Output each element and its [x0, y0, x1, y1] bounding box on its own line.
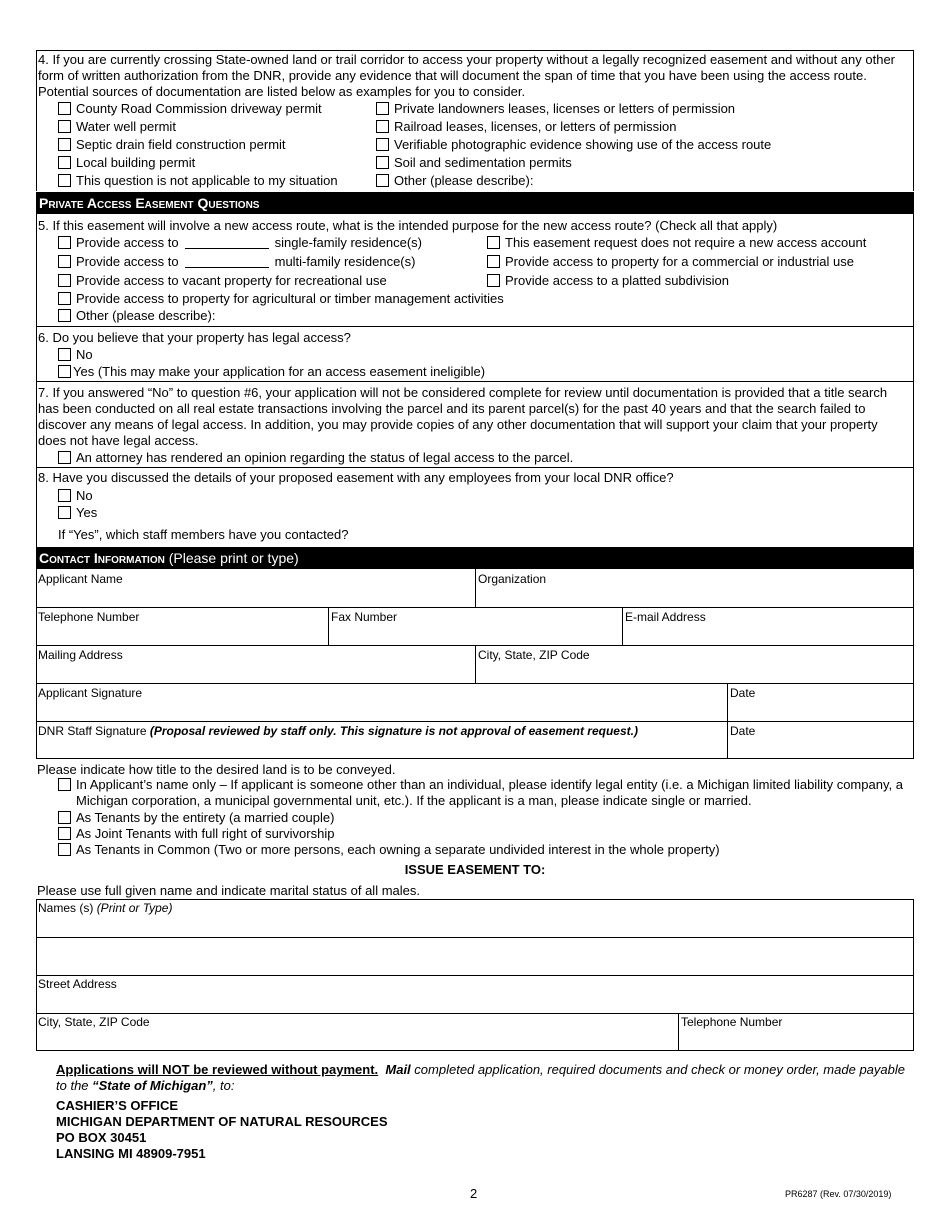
q4-option-road-permit[interactable] [58, 101, 322, 116]
title-option-applicant-only[interactable] [58, 777, 908, 809]
question-8-text: 8. Have you discussed the details of your proposed easement with any employees from your local DNR office? [38, 470, 674, 485]
private-access-section-header [36, 192, 914, 214]
checkbox[interactable] [58, 102, 71, 115]
address-line: MICHIGAN DEPARTMENT OF NATURAL RESOURCES [56, 1114, 388, 1129]
fax-field[interactable]: Fax Number [331, 610, 398, 624]
q8-option-no[interactable] [58, 488, 93, 503]
option-label: Yes (This may make your application for an access easement ineligible) [73, 364, 486, 379]
checkbox[interactable] [58, 274, 71, 287]
field-label: DNR Staff Signature [38, 724, 147, 738]
option-label: No [76, 347, 93, 362]
question-7-text: 7. If you answered “No” to question #6, your application will not be considered complete for review until documentation is provided that a title search has been conducted on all real estate transactions involving the parcel and its parent parcel(s) for the past 40 years and that the search failed to discover any means of legal access. In addition, you may provide copies of any other documentation that will support your claim that your property does not have legal access. [38, 385, 888, 448]
dnr-signature-field[interactable] [38, 724, 638, 738]
names-field[interactable] [38, 901, 172, 915]
multi-family-count-field[interactable] [185, 256, 269, 268]
field-note: (Print or Type) [96, 901, 173, 915]
applicant-name-field[interactable]: Applicant Name [38, 572, 123, 586]
question-5-text: 5. If this easement will involve a new access route, what is the intended purpose for the new access route? (Check all that apply) [38, 218, 778, 233]
payment-text: completed application, required documents and check or money order, made payable to the [56, 1062, 905, 1093]
divider [475, 569, 476, 607]
title-option-entirety[interactable] [58, 810, 334, 825]
checkbox[interactable] [58, 174, 71, 187]
email-field[interactable]: E-mail Address [625, 610, 706, 624]
checkbox[interactable] [58, 120, 71, 133]
q6-option-yes[interactable] [58, 364, 485, 379]
q6-option-no[interactable] [58, 347, 93, 362]
q8-followup: If “Yes”, which staff members have you contacted? [58, 527, 349, 542]
title-intro: Please indicate how title to the desired land is to be conveyed. [37, 762, 396, 777]
option-label: Provide access to a platted subdivision [505, 273, 730, 288]
form-number: PR6287 (Rev. 07/30/2019) [785, 1189, 892, 1199]
checkbox[interactable] [376, 120, 389, 133]
option-label: Railroad leases, licenses, or letters of permission [394, 119, 677, 134]
option-label: As Tenants by the entirety (a married couple) [76, 810, 335, 825]
names-field-line-2[interactable] [38, 940, 908, 970]
checkbox[interactable] [376, 138, 389, 151]
divider [727, 683, 728, 759]
issue-city-state-zip-field[interactable]: City, State, ZIP Code [38, 1015, 150, 1029]
payee: “State of Michigan” [92, 1078, 213, 1093]
checkbox[interactable] [58, 138, 71, 151]
option-label: Provide access to property for a commercial or industrial use [505, 254, 854, 269]
checkbox[interactable] [376, 102, 389, 115]
option-label: Provide access to [76, 254, 179, 269]
q4-option-water-well[interactable] [58, 119, 176, 134]
address-line: PO BOX 30451 [56, 1130, 147, 1145]
q5-option-other[interactable] [58, 308, 215, 323]
divider [622, 607, 623, 645]
checkbox[interactable] [58, 255, 71, 268]
question-6-text: 6. Do you believe that your property has legal access? [38, 330, 351, 345]
option-label: single-family residence(s) [274, 235, 422, 250]
option-label: An attorney has rendered an opinion regarding the status of legal access to the parcel. [76, 450, 574, 465]
option-label: Provide access to [76, 235, 179, 250]
contact-section-header [36, 547, 914, 569]
address-line: CASHIER’S OFFICE [56, 1098, 179, 1113]
issue-heading: ISSUE EASEMENT TO: [404, 862, 546, 877]
q5-option-agricultural[interactable] [58, 291, 504, 306]
option-label: In Applicant’s name only – If applicant is someone other than an individual, please identify legal entity (i.e. a Michigan limited liability company, a Michigan corporation, a municipal governmental unit, etc.). If the applicant is a man, please indicate single or married. [76, 777, 903, 808]
applicant-date-field[interactable]: Date [730, 686, 756, 700]
divider [36, 975, 914, 976]
option-label: Private landowners leases, licenses or letters of permission [394, 101, 736, 116]
dnr-date-field[interactable]: Date [730, 724, 756, 738]
option-label: Other (please describe): [76, 308, 216, 323]
dnr-note: (Proposal reviewed by staff only. This signature is not approval of easement request.) [149, 724, 638, 738]
q5-option-platted[interactable] [487, 273, 729, 288]
payment-instructions [56, 1062, 906, 1094]
page-number: 2 [470, 1186, 478, 1201]
checkbox[interactable] [58, 811, 71, 824]
checkbox[interactable] [58, 506, 71, 519]
option-label: This question is not applicable to my situation [76, 173, 338, 188]
mail-word: Mail [385, 1062, 411, 1077]
section-title: Private Access Easement Questions [39, 195, 260, 211]
option-label: As Joint Tenants with full right of survivorship [76, 826, 335, 841]
checkbox[interactable] [58, 778, 71, 791]
issue-instruction: Please use full given name and indicate marital status of all males. [37, 883, 420, 898]
checkbox[interactable] [58, 827, 71, 840]
option-label: Other (please describe): [394, 173, 534, 188]
checkbox[interactable] [487, 255, 500, 268]
checkbox[interactable] [487, 236, 500, 249]
organization-field[interactable]: Organization [478, 572, 547, 586]
checkbox[interactable] [376, 156, 389, 169]
checkbox[interactable] [58, 451, 71, 464]
checkbox[interactable] [58, 365, 71, 378]
q8-option-yes[interactable] [58, 505, 97, 520]
option-label: As Tenants in Common (Two or more persons, each owning a separate undivided interest in the whole property) [76, 842, 720, 857]
q4-option-other[interactable] [376, 173, 533, 188]
divider [36, 607, 914, 608]
q7-option-attorney[interactable] [58, 450, 573, 465]
telephone-field[interactable]: Telephone Number [38, 610, 140, 624]
q4-option-not-applicable[interactable] [58, 173, 338, 188]
checkbox[interactable] [58, 348, 71, 361]
option-label: multi-family residence(s) [274, 254, 416, 269]
applicant-signature-field[interactable]: Applicant Signature [38, 686, 143, 700]
checkbox[interactable] [58, 292, 71, 305]
field-label: Names (s) [38, 901, 94, 915]
q5-option-commercial[interactable] [487, 254, 854, 269]
divider [36, 1013, 914, 1014]
address-line: LANSING MI 48909-7951 [56, 1146, 206, 1161]
checkbox[interactable] [487, 274, 500, 287]
option-label: Water well permit [76, 119, 176, 134]
q5-option-no-new-route[interactable] [487, 235, 866, 250]
divider [475, 645, 476, 683]
q5-option-vacant[interactable] [58, 273, 387, 288]
divider [328, 607, 329, 645]
payment-warning: Applications will NOT be reviewed without payment. [56, 1062, 379, 1077]
divider [678, 1013, 679, 1051]
section-subtitle: (Please print or type) [168, 550, 299, 566]
city-state-zip-field[interactable]: City, State, ZIP Code [478, 648, 590, 662]
q4-option-photo[interactable] [376, 137, 771, 152]
title-option-joint[interactable] [58, 826, 334, 841]
option-label: Provide access to vacant property for recreational use [76, 273, 387, 288]
q4-option-septic[interactable] [58, 137, 286, 152]
option-label: Soil and sedimentation permits [394, 155, 572, 170]
checkbox[interactable] [58, 309, 71, 322]
q4-option-private-leases[interactable] [376, 101, 735, 116]
option-label: This easement request does not require a new access account [505, 235, 867, 250]
checkbox[interactable] [376, 174, 389, 187]
question-4-text: 4. If you are currently crossing State-owned land or trail corridor to access your property without a legally recognized easement and without any other form of written authorization from the DNR, provide any evidence that will document the span of time that you have been using the access route. Potential sources of documentation are listed below as examples for you to consider. [38, 52, 895, 99]
payment-text-end: , to: [212, 1078, 235, 1093]
q5-option-single-family[interactable] [58, 235, 422, 250]
option-label: Verifiable photographic evidence showing use of the access route [394, 137, 772, 152]
q4-option-building-permit[interactable] [58, 155, 195, 170]
street-address-field[interactable]: Street Address [38, 977, 117, 991]
mailing-address-field[interactable]: Mailing Address [38, 648, 123, 662]
checkbox[interactable] [58, 156, 71, 169]
option-label: County Road Commission driveway permit [76, 101, 322, 116]
single-family-count-field[interactable] [185, 237, 269, 249]
checkbox[interactable] [58, 843, 71, 856]
option-label: Provide access to property for agricultural or timber management activities [76, 291, 504, 306]
option-label: Local building permit [76, 155, 196, 170]
mailing-address-block [56, 1098, 388, 1162]
option-label: No [76, 488, 93, 503]
checkbox[interactable] [58, 489, 71, 502]
divider [36, 721, 914, 722]
divider [36, 683, 914, 684]
title-option-common[interactable] [58, 842, 720, 857]
section-title: Contact Information [39, 550, 165, 566]
option-label: Septic drain field construction permit [76, 137, 286, 152]
q5-option-multi-family[interactable] [58, 254, 415, 269]
divider [36, 937, 914, 938]
option-label: Yes [76, 505, 98, 520]
issue-telephone-field[interactable]: Telephone Number [681, 1015, 783, 1029]
checkbox[interactable] [58, 236, 71, 249]
q4-option-railroad[interactable] [376, 119, 677, 134]
q4-option-soil[interactable] [376, 155, 572, 170]
